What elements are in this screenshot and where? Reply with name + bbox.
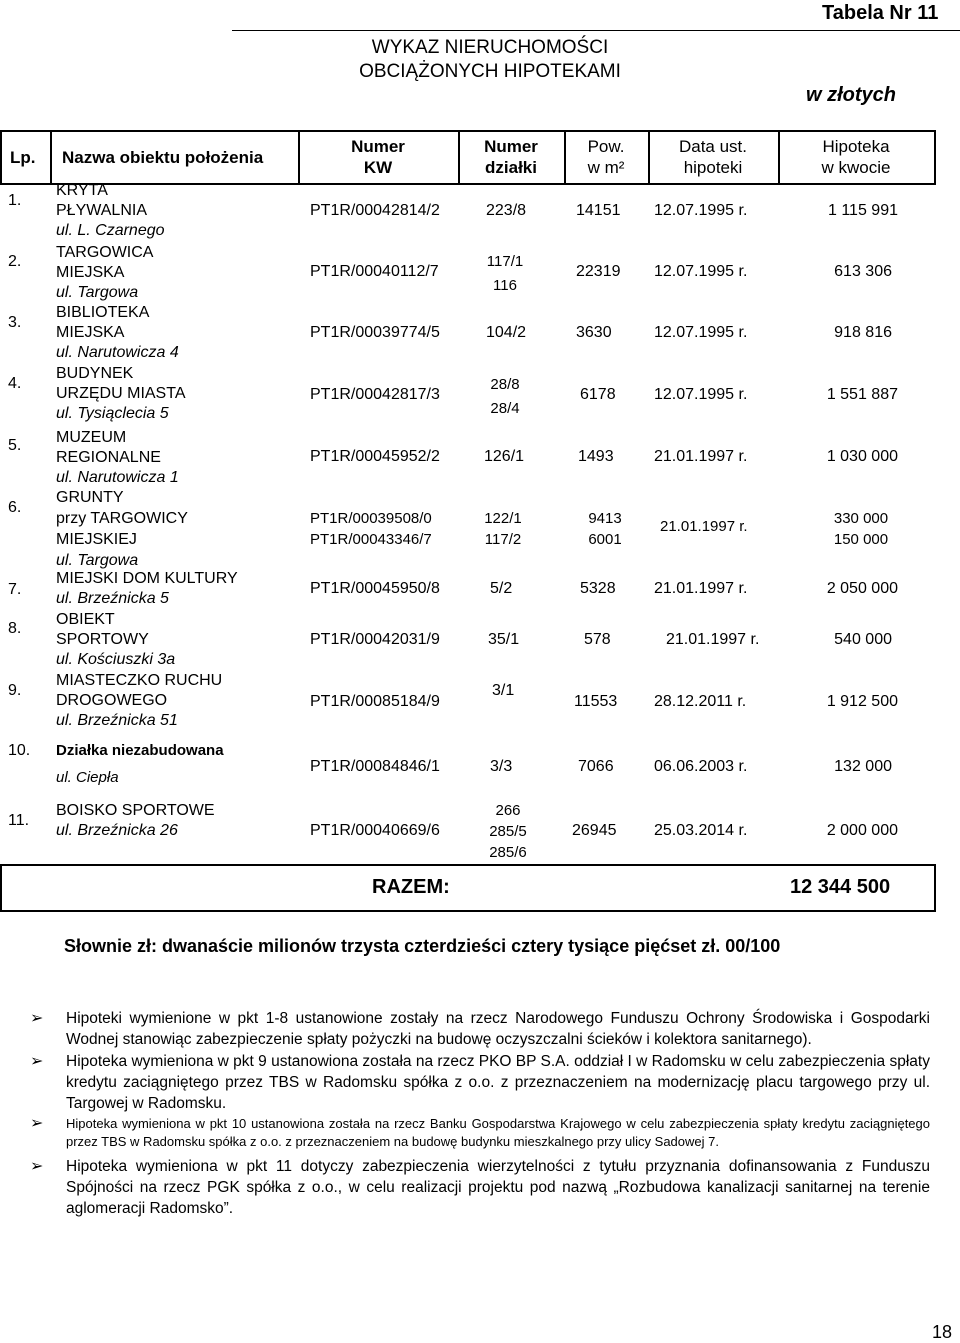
row-area: 22319 <box>576 263 621 280</box>
row-kw: PT1R/00040112/7 <box>310 263 439 280</box>
row-area: 1493 <box>578 448 614 465</box>
row-name: KRYTA PŁYWALNIA ul. L. Czarnego <box>56 182 165 239</box>
note-item: ➢ Hipoteka wymieniona w pkt 10 ustanowiona została na rzecz Banku Gospodarstwa Krajowego w celu zabezpieczenia spłaty kredytu zaciągniętego przez TBS w Radomsku spółka z o.o. z przeznaczeniem na budowę budynku mieszkalnego przy ulicy Sadowej 7. <box>30 1115 930 1149</box>
row-name: MUZEUM REGIONALNE ul. Narutowicza 1 <box>56 429 179 486</box>
row-parcel: 3/1 <box>492 682 515 699</box>
row-area: 9413 6001 <box>588 510 622 548</box>
note-item: ➢ Hipoteka wymieniona w pkt 11 dotyczy zabezpieczenia wierzytelności z tytułu przyznania dofinansowania z Funduszu Spójności na rzecz PGK spółka z o.o., w celu realizacji projektu pod nazwą „Rozbudowa kanalizacji sanitarnej na terenie aglomeracji Radomsko”. <box>30 1158 930 1217</box>
col-amount: Hipoteka w kwocie <box>821 137 891 177</box>
row-name: BOISKO SPORTOWE ul. Brzeźnicka 26 <box>56 802 215 839</box>
row-parcel: 117/1 116 <box>486 253 524 294</box>
row-area: 3630 <box>576 324 612 341</box>
row-lp: 3. <box>8 314 22 331</box>
row-parcel: 5/2 <box>490 580 513 597</box>
row-amount: 1 551 887 <box>826 386 898 403</box>
row-date: 12.07.1995 r. <box>654 263 748 280</box>
page-title-line1: WYKAZ NIERUCHOMOŚCI <box>371 37 609 58</box>
row-date: 21.01.1997 r. <box>654 580 748 597</box>
arrow-bullet-icon: ➢ <box>30 1010 44 1027</box>
row-area: 14151 <box>576 202 621 219</box>
top-rule <box>232 30 960 31</box>
row-kw: PT1R/00039508/0 PT1R/00043346/7 <box>310 510 432 548</box>
row-date: 06.06.2003 r. <box>654 758 748 775</box>
row-kw: PT1R/00085184/9 <box>310 693 440 710</box>
page-title-line2: OBCIĄŻONYCH HIPOTEKAMI <box>359 61 621 82</box>
row-kw: PT1R/00045950/8 <box>310 580 440 597</box>
arrow-bullet-icon: ➢ <box>30 1115 44 1132</box>
row-amount: 1 912 500 <box>826 693 898 710</box>
row-date: 12.07.1995 r. <box>654 324 748 341</box>
row-name: OBIEKT SPORTOWY ul. Kościuszki 3a <box>56 611 176 668</box>
row-date: 12.07.1995 r. <box>654 202 748 219</box>
row-lp: 5. <box>8 437 22 454</box>
row-kw: PT1R/00039774/5 <box>310 324 440 341</box>
row-parcel: 126/1 <box>484 448 525 465</box>
row-parcel: 266 285/5 285/6 <box>489 802 527 861</box>
row-date: 12.07.1995 r. <box>654 386 748 403</box>
row-parcel: 3/3 <box>490 758 513 775</box>
row-lp: 4. <box>8 375 22 392</box>
row-amount: 132 000 <box>834 758 892 775</box>
row-date: 25.03.2014 r. <box>654 822 748 839</box>
row-lp: 2. <box>8 253 22 270</box>
row-kw: PT1R/00045952/2 <box>310 448 440 465</box>
row-lp: 10. <box>8 742 31 759</box>
note-item: ➢ Hipoteka wymieniona w pkt 9 ustanowiona została na rzecz PKO BP S.A. oddział I w Radomsku w celu zabezpieczenia spłaty kredytu zaciągniętego przez TBS w Radomsku spółka z o.o. z przeznaczeniem na modernizację placu targowego przy ul. Targowej w Radomsku. <box>30 1053 930 1112</box>
row-area: 578 <box>584 631 611 648</box>
row-date: 21.01.1997 r. <box>660 518 748 535</box>
row-name: BIBLIOTEKA MIEJSKA ul. Narutowicza 4 <box>56 304 179 361</box>
row-kw: PT1R/00042814/2 <box>310 202 440 219</box>
col-date: Data ust. hipoteki <box>678 137 748 177</box>
arrow-bullet-icon: ➢ <box>30 1158 44 1175</box>
currency-note: w złotych <box>806 84 897 106</box>
row-name: TARGOWICA MIEJSKA ul. Targowa <box>56 244 154 301</box>
total-label: RAZEM: <box>372 876 450 898</box>
row-parcel: 28/8 28/4 <box>490 376 520 417</box>
row-name: BUDYNEK URZĘDU MIASTA ul. Tysiąclecia 5 <box>56 365 186 422</box>
row-date: 21.01.1997 r. <box>666 631 760 648</box>
row-area: 7066 <box>578 758 614 775</box>
arrow-bullet-icon: ➢ <box>30 1053 44 1070</box>
col-lp: Lp. <box>10 148 36 167</box>
col-kw: Numer KW <box>351 137 405 177</box>
total-value: 12 344 500 <box>790 876 891 898</box>
row-amount: 918 816 <box>834 324 892 341</box>
row-lp: 7. <box>8 581 22 598</box>
row-lp: 1. <box>8 192 22 209</box>
row-kw: PT1R/00040669/6 <box>310 822 440 839</box>
row-date: 21.01.1997 r. <box>654 448 748 465</box>
row-amount: 1 030 000 <box>826 448 898 465</box>
row-amount: 330 000 150 000 <box>833 510 889 548</box>
col-area: Pow. w m² <box>587 137 625 177</box>
col-name: Nazwa obiektu położenia <box>62 148 264 167</box>
row-parcel: 122/1 117/2 <box>484 510 522 548</box>
row-kw: PT1R/00084846/1 <box>310 758 440 775</box>
row-amount: 2 050 000 <box>826 580 898 597</box>
row-parcel: 35/1 <box>488 631 520 648</box>
row-kw: PT1R/00042817/3 <box>310 386 440 403</box>
notes-list <box>30 1008 930 1219</box>
row-name: GRUNTY przy TARGOWICY MIEJSKIEJ ul. Targowa <box>56 489 188 569</box>
row-area: 26945 <box>572 822 617 839</box>
row-lp: 9. <box>8 682 22 699</box>
row-lp: 11. <box>8 812 30 829</box>
row-parcel: 104/2 <box>486 324 527 341</box>
table-label: Tabela Nr 11 <box>822 2 939 24</box>
row-kw: PT1R/00042031/9 <box>310 631 440 648</box>
page-number: 18 <box>932 1322 953 1342</box>
row-area: 6178 <box>580 386 616 403</box>
page-title <box>300 36 680 84</box>
row-area: 11553 <box>574 693 618 710</box>
note-item: ➢ Hipoteki wymienione w pkt 1-8 ustanowione zostały na rzecz Narodowego Funduszu Ochrony Środowiska i Gospodarki Wodnej stanowiąc zabezpieczenie spłaty pożyczki na budowę oczyszczalni ścieków i kolektora sanitarnego). <box>30 1010 930 1048</box>
row-amount: 540 000 <box>834 631 892 648</box>
row-amount: 2 000 000 <box>826 822 898 839</box>
row-lp: 8. <box>8 620 22 637</box>
row-parcel: 223/8 <box>486 202 527 219</box>
row-area: 5328 <box>580 580 616 597</box>
row-amount: 1 115 991 <box>828 202 898 219</box>
row-amount: 613 306 <box>834 263 892 280</box>
row-date: 28.12.2011 r. <box>654 693 747 710</box>
col-parcel: Numer działki <box>484 137 538 177</box>
amount-in-words: Słownie zł: dwanaście milionów trzysta czterdzieści cztery tysiące pięćset zł. 00/100 <box>64 936 781 956</box>
row-name: Działka niezabudowana ul. Ciepła <box>56 742 224 786</box>
row-name: MIEJSKI DOM KULTURY ul. Brzeźnicka 5 <box>56 570 238 607</box>
row-name: MIASTECZKO RUCHU DROGOWEGO ul. Brzeźnicka 51 <box>56 672 223 729</box>
row-lp: 6. <box>8 499 22 516</box>
